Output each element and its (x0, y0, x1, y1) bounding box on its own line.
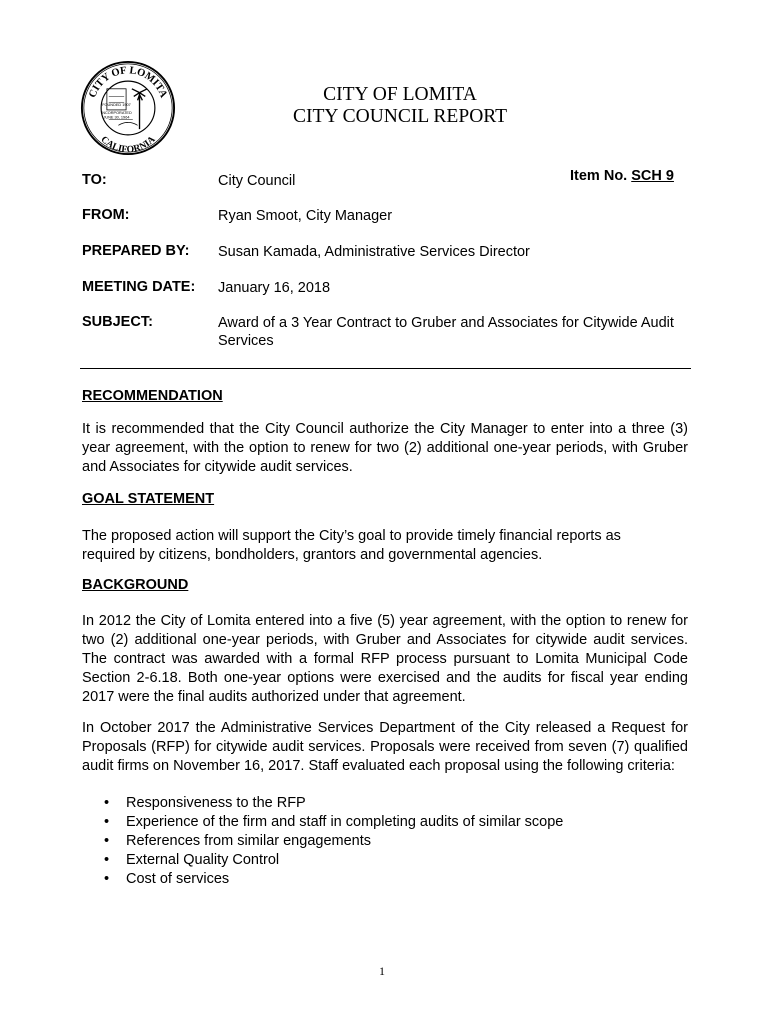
to-value: City Council (218, 173, 296, 189)
report-title-line2: CITY COUNCIL REPORT (292, 106, 508, 127)
list-item: • Responsiveness to the RFP (104, 795, 306, 811)
report-title-line1: CITY OF LOMITA (323, 84, 477, 105)
to-label: TO: (82, 172, 107, 188)
from-label: FROM: (82, 207, 130, 223)
list-item: • Cost of services (104, 871, 230, 887)
header-divider (80, 368, 691, 369)
background-heading: BACKGROUND (82, 577, 189, 593)
background-paragraph-2: In October 2017 the Administrative Services Department of the City released a Request for Proposals (RFP) for citywide audit services. Proposals were received from seven (7) qualified audit firms on November 16, 2017. Staff evaluated each proposal using the following criteria: (82, 720, 688, 774)
svg-text:FOUNDED 1907: FOUNDED 1907 (102, 103, 131, 108)
list-item: • External Quality Control (104, 852, 280, 868)
subject-value: Award of a 3 Year Contract to Gruber and Associates for Citywide Audit Services (218, 315, 674, 349)
meeting-date-label: MEETING DATE: (82, 279, 196, 295)
goal-heading: GOAL STATEMENT (82, 491, 215, 507)
svg-text:CITY OF LOMITA: CITY OF LOMITA (87, 65, 169, 100)
item-number (570, 168, 674, 184)
meeting-date-value: January 16, 2018 (218, 280, 331, 296)
prepared-by-label: PREPARED BY: (82, 243, 190, 259)
criteria-list (82, 794, 682, 889)
list-item: • Experience of the firm and staff in completing audits of similar scope (104, 814, 564, 830)
goal-text: The proposed action will support the City’s goal to provide timely financial reports as required by citizens, bondholders, grantors and governmental agencies. (82, 528, 621, 563)
from-value: Ryan Smoot, City Manager (218, 208, 393, 224)
prepared-by-value: Susan Kamada, Administrative Services Director (218, 244, 530, 260)
svg-text:JUNE 30, 1964: JUNE 30, 1964 (103, 115, 130, 120)
recommendation-heading: RECOMMENDATION (82, 388, 223, 404)
recommendation-text: It is recommended that the City Council authorize the City Manager to enter into a three (3) year agreement, with the option to renew for two (2) additional one-year periods, with Gruber and Associates for citywide audit services. (82, 421, 688, 475)
item-code: SCH 9 (631, 168, 674, 184)
item-prefix: Item No. (570, 168, 628, 184)
background-paragraph-1: In 2012 the City of Lomita entered into a five (5) year agreement, with the option to renew for two (2) additional one-year periods, with Gruber and Associates for citywide audit services. The contract was awarded with a formal RFP process pursuant to Lomita Municipal Code Section 2-6.18. Both one-year options were exercised and the audits for fiscal year ending 2017 were the final audits authorized under that agreement. (82, 613, 688, 705)
list-item: • References from similar engagements (104, 833, 371, 849)
page-number: 1 (379, 964, 385, 978)
svg-text:INCORPORATED: INCORPORATED (101, 110, 132, 115)
subject-label: SUBJECT: (82, 314, 153, 330)
svg-text:CALIFORNIA: CALIFORNIA (98, 134, 158, 156)
city-seal-icon (80, 60, 176, 156)
